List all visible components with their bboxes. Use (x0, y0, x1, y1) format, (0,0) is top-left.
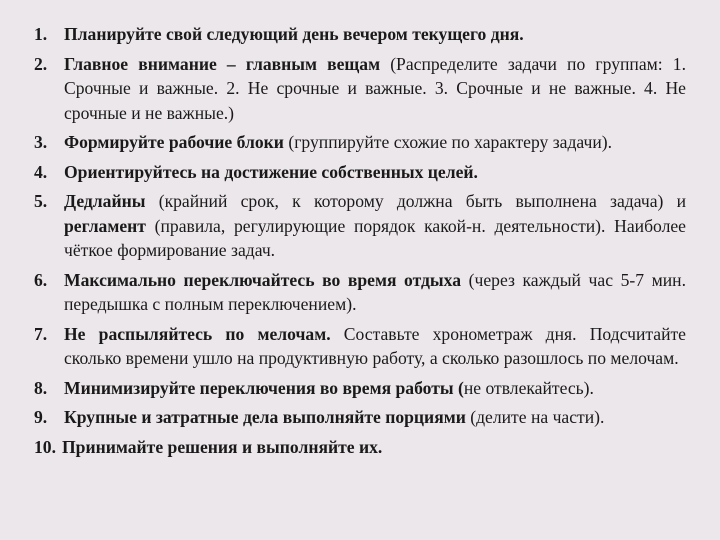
list-item-4 (34, 160, 686, 185)
item-number: 2. (34, 53, 48, 74)
item-number: 7. (34, 323, 48, 344)
item-bold-text: Планируйте свой следующий день вечером текущего дня. (64, 24, 524, 44)
item-number: 5. (34, 191, 48, 211)
item-bold-text: Дедлайны (64, 191, 146, 211)
list-item-3 (34, 130, 686, 155)
item-bold-text: Не распыляйтесь по мелочам. (64, 323, 331, 344)
item-bold-text: Формируйте рабочие блоки (64, 132, 284, 152)
item-number: 3. (34, 132, 48, 152)
item-text: Составьте хронометраж дня. Подсчитайте сколько времени ушло на продуктивную работу, а сколько разошлось по мелочам. (64, 323, 686, 368)
list-item-10 (34, 435, 686, 460)
item-bold-text: Принимайте решения и выполняйте их. (62, 436, 383, 457)
list-item-5 (34, 189, 686, 263)
item-text: (Распределите задачи по группам: 1. Срочные и важные. 2. Не срочные и важные. 3. Срочные и не важные. 4. Не срочные и не важные.) (64, 53, 686, 123)
item-bold-text: Минимизируйте переключения во время работы ( (64, 377, 464, 398)
list-item-9 (34, 405, 686, 430)
item-text-2: (правила, регулирующие порядок какой-н. деятельности). Наиболее чёткое формирование задач. (64, 215, 686, 260)
item-number: 1. (34, 24, 48, 44)
item-number: 8. (34, 377, 48, 398)
list-item-6 (34, 268, 686, 317)
list-item-1 (34, 22, 686, 47)
item-bold-text: Крупные и затратные дела выполняйте порциями (64, 407, 466, 427)
item-bold-text-2: регламент (64, 215, 146, 236)
item-bold-text: Ориентируйтесь на достижение собственных целей. (64, 161, 478, 182)
item-text: не отвлекайтесь). (463, 377, 594, 398)
item-text: (крайний срок, к которому должна быть выполнена задача) и (145, 191, 686, 211)
item-number: 6. (34, 269, 48, 290)
item-number: 4. (34, 161, 48, 182)
item-number: 10. (34, 436, 56, 457)
item-bold-text: Максимально переключайтесь во время отдыха (64, 269, 462, 290)
item-text: (делите на части). (465, 407, 605, 427)
item-text: (через каждый час 5-7 мин. передышка с полным переключением). (64, 269, 686, 314)
item-number: 9. (34, 407, 48, 427)
list-item-8 (34, 376, 686, 401)
list-item-2 (34, 52, 686, 126)
list-item-7 (34, 322, 686, 371)
item-bold-text: Главное внимание – главным вещам (64, 53, 381, 74)
item-text: (группируйте схожие по характеру задачи). (283, 132, 613, 152)
